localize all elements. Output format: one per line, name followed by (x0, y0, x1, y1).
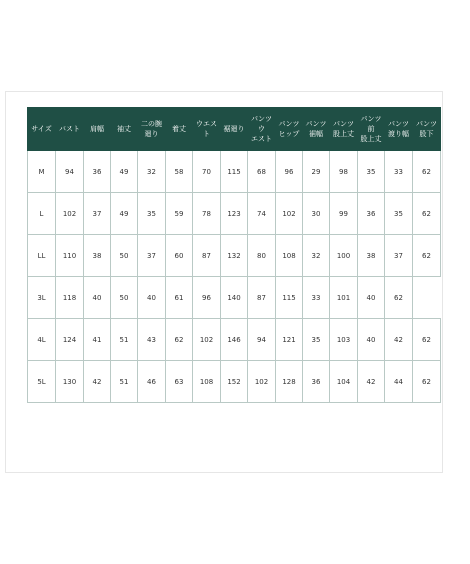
measurement-cell: 99 (330, 193, 358, 235)
measurement-cell: 110 (56, 235, 84, 277)
measurement-cell: 94 (56, 151, 84, 193)
measurement-cell: 40 (138, 277, 166, 319)
measurement-cell: 128 (276, 361, 303, 403)
measurement-cell: 102 (56, 193, 84, 235)
size-chart-body (28, 151, 441, 403)
measurement-cell: 35 (358, 151, 385, 193)
column-header: バスト (56, 108, 84, 151)
measurement-cell: 37 (84, 193, 111, 235)
measurement-cell: 36 (303, 361, 330, 403)
measurement-cell: 40 (358, 277, 385, 319)
measurement-cell: 32 (138, 151, 166, 193)
column-header: 肩幅 (84, 108, 111, 151)
column-header: 着丈 (166, 108, 193, 151)
measurement-cell: 35 (385, 193, 413, 235)
measurement-cell: 121 (276, 319, 303, 361)
measurement-cell: 104 (330, 361, 358, 403)
measurement-cell: 62 (413, 361, 441, 403)
size-label-cell: L (28, 193, 56, 235)
measurement-cell: 38 (84, 235, 111, 277)
table-row (28, 235, 441, 277)
column-header: サイズ (28, 108, 56, 151)
measurement-cell: 32 (303, 235, 330, 277)
measurement-cell: 42 (385, 319, 413, 361)
size-label-cell: 4L (28, 319, 56, 361)
measurement-cell: 96 (276, 151, 303, 193)
measurement-cell: 37 (138, 235, 166, 277)
header-row (28, 108, 441, 151)
column-header: 二の腕 廻り (138, 108, 166, 151)
measurement-cell: 124 (56, 319, 84, 361)
measurement-cell: 115 (221, 151, 248, 193)
column-header: パンツ前 股上丈 (358, 108, 385, 151)
measurement-cell: 36 (84, 151, 111, 193)
measurement-cell: 98 (330, 151, 358, 193)
column-header: パンツ 股上丈 (330, 108, 358, 151)
measurement-cell: 50 (111, 235, 138, 277)
measurement-cell: 100 (330, 235, 358, 277)
measurement-cell: 102 (276, 193, 303, 235)
column-header: 裾廻り (221, 108, 248, 151)
size-label-cell: M (28, 151, 56, 193)
measurement-cell: 44 (385, 361, 413, 403)
column-header: パンツ ヒップ (276, 108, 303, 151)
size-label-cell: LL (28, 235, 56, 277)
measurement-cell: 78 (193, 193, 221, 235)
table-row (28, 151, 441, 193)
size-chart-header (28, 108, 441, 151)
measurement-cell: 146 (221, 319, 248, 361)
measurement-cell: 35 (303, 319, 330, 361)
column-header: パンツウ エスト (248, 108, 276, 151)
measurement-cell: 68 (248, 151, 276, 193)
size-label-cell: 5L (28, 361, 56, 403)
measurement-cell: 36 (358, 193, 385, 235)
measurement-cell: 96 (193, 277, 221, 319)
measurement-cell: 46 (138, 361, 166, 403)
measurement-cell: 130 (56, 361, 84, 403)
measurement-cell: 42 (358, 361, 385, 403)
measurement-cell: 94 (248, 319, 276, 361)
measurement-cell: 59 (166, 193, 193, 235)
measurement-cell: 30 (303, 193, 330, 235)
measurement-cell (413, 277, 441, 319)
measurement-cell: 140 (221, 277, 248, 319)
measurement-cell: 58 (166, 151, 193, 193)
measurement-cell: 152 (221, 361, 248, 403)
measurement-cell: 43 (138, 319, 166, 361)
measurement-cell: 80 (248, 235, 276, 277)
measurement-cell: 70 (193, 151, 221, 193)
measurement-cell: 102 (193, 319, 221, 361)
measurement-cell: 132 (221, 235, 248, 277)
measurement-cell: 40 (358, 319, 385, 361)
measurement-cell: 102 (248, 361, 276, 403)
measurement-cell: 63 (166, 361, 193, 403)
measurement-cell: 29 (303, 151, 330, 193)
column-header: 袖丈 (111, 108, 138, 151)
column-header: ウエスト (193, 108, 221, 151)
measurement-cell: 38 (358, 235, 385, 277)
table-row (28, 277, 441, 319)
table-row (28, 361, 441, 403)
measurement-cell: 62 (413, 319, 441, 361)
column-header: パンツ 渡り幅 (385, 108, 413, 151)
measurement-cell: 41 (84, 319, 111, 361)
measurement-cell: 33 (385, 151, 413, 193)
measurement-cell: 51 (111, 361, 138, 403)
measurement-cell: 118 (56, 277, 84, 319)
table-row (28, 319, 441, 361)
measurement-cell: 35 (138, 193, 166, 235)
measurement-cell: 62 (166, 319, 193, 361)
measurement-cell: 40 (84, 277, 111, 319)
measurement-cell: 87 (248, 277, 276, 319)
measurement-cell: 60 (166, 235, 193, 277)
measurement-cell: 50 (111, 277, 138, 319)
column-header: パンツ 股下 (413, 108, 441, 151)
measurement-cell: 42 (84, 361, 111, 403)
measurement-cell: 115 (276, 277, 303, 319)
measurement-cell: 74 (248, 193, 276, 235)
size-label-cell: 3L (28, 277, 56, 319)
measurement-cell: 49 (111, 193, 138, 235)
measurement-cell: 108 (276, 235, 303, 277)
size-chart-table (27, 107, 441, 403)
measurement-cell: 49 (111, 151, 138, 193)
measurement-cell: 103 (330, 319, 358, 361)
table-row (28, 193, 441, 235)
measurement-cell: 62 (385, 277, 413, 319)
measurement-cell: 108 (193, 361, 221, 403)
measurement-cell: 33 (303, 277, 330, 319)
measurement-cell: 62 (413, 151, 441, 193)
measurement-cell: 62 (413, 193, 441, 235)
measurement-cell: 62 (413, 235, 441, 277)
measurement-cell: 37 (385, 235, 413, 277)
column-header: パンツ 裾幅 (303, 108, 330, 151)
measurement-cell: 87 (193, 235, 221, 277)
measurement-cell: 51 (111, 319, 138, 361)
measurement-cell: 123 (221, 193, 248, 235)
measurement-cell: 101 (330, 277, 358, 319)
measurement-cell: 61 (166, 277, 193, 319)
